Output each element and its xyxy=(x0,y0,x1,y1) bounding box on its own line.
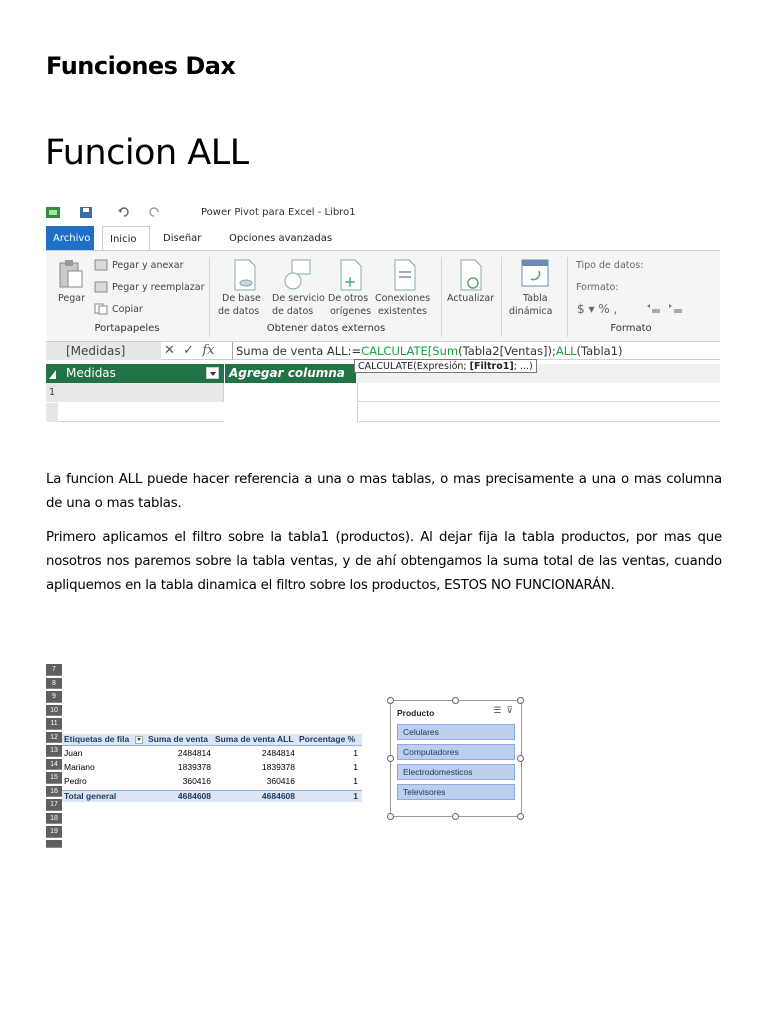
ribbon-tabs xyxy=(46,226,720,251)
slicer-item[interactable]: Celulares xyxy=(397,724,515,740)
copy-icon xyxy=(94,303,108,315)
tooltip-current-arg: [Filtro1] xyxy=(469,361,514,372)
slicer-item[interactable]: Electrodomesticos xyxy=(397,764,515,780)
undo-icon[interactable] xyxy=(118,207,130,218)
slicer-item[interactable]: Televisores xyxy=(397,784,515,800)
data-service-icon[interactable] xyxy=(282,259,312,291)
decrease-decimal-icon[interactable] xyxy=(668,303,684,315)
confirm-icon[interactable]: ✓ xyxy=(183,343,195,358)
pivot-cell[interactable]: Juan xyxy=(64,748,83,758)
existing-connections-icon[interactable] xyxy=(392,259,418,291)
formula-measure: Suma de venta ALL:= xyxy=(236,344,362,358)
row-number xyxy=(46,840,62,848)
grid-row xyxy=(46,383,720,402)
external-data-group-label: Obtener datos externos xyxy=(266,323,386,334)
clear-filter-icon[interactable]: ⊽ xyxy=(506,705,513,715)
row-number: 11 xyxy=(46,718,62,730)
resize-handle[interactable] xyxy=(517,697,524,704)
resize-handle[interactable] xyxy=(517,813,524,820)
multi-select-icon[interactable]: ☰ xyxy=(493,705,502,715)
row-number xyxy=(46,403,58,422)
other-sources-label-2[interactable]: orígenes xyxy=(330,306,372,317)
powerpivot-screenshot xyxy=(46,204,720,426)
from-database-label-2[interactable]: de datos xyxy=(218,306,260,317)
pivot-data-row xyxy=(62,748,362,760)
row-number: 19 xyxy=(46,826,62,838)
paste-replace-icon xyxy=(94,281,108,293)
pivot-data-row xyxy=(62,762,362,774)
row-number: 18 xyxy=(46,813,62,825)
resize-handle[interactable] xyxy=(517,755,524,762)
pivot-cell: 1839378 xyxy=(261,762,295,772)
pivot-cell: 4684608 xyxy=(177,791,211,801)
datatype-dropdown[interactable]: Tipo de datos: xyxy=(576,260,644,271)
row-number: 16 xyxy=(46,786,62,798)
save-icon[interactable] xyxy=(80,207,92,218)
from-service-label-2[interactable]: de datos xyxy=(272,306,314,317)
formula-bracket: [ xyxy=(427,344,433,358)
pivot-cell: 1 xyxy=(353,776,358,786)
pivot-cell: 2484814 xyxy=(177,748,211,758)
pivot-cell: 4684608 xyxy=(261,791,295,801)
product-slicer[interactable] xyxy=(390,700,522,817)
row-number: 17 xyxy=(46,799,62,811)
refresh-icon[interactable] xyxy=(458,259,484,291)
tooltip-prefix: CALCULATE(Expresión; xyxy=(358,361,470,372)
formula-sum: Sum xyxy=(432,344,459,358)
tab-disenar[interactable]: Diseñar xyxy=(163,233,202,244)
formula-bar-buttons xyxy=(164,342,215,360)
name-box[interactable]: [Medidas] xyxy=(46,342,161,360)
clipboard-group-label: Portapapeles xyxy=(94,323,160,334)
ribbon-separator xyxy=(209,257,210,337)
filter-dropdown-icon[interactable]: ▾ xyxy=(135,736,143,744)
resize-handle[interactable] xyxy=(387,755,394,762)
formula-args: (Tabla2[Ventas]); xyxy=(458,344,556,358)
function-icon[interactable]: fx xyxy=(202,343,215,358)
ribbon-separator xyxy=(567,257,568,337)
row-number: 7 xyxy=(46,664,62,676)
existing-connections-label-2[interactable]: existentes xyxy=(378,306,427,317)
tab-opciones-avanzadas[interactable]: Opciones avanzadas xyxy=(229,233,333,244)
paste-append-button[interactable]: Pegar y anexar xyxy=(112,260,184,271)
formula-calculate: CALCULATE xyxy=(361,344,428,358)
resize-handle[interactable] xyxy=(452,813,459,820)
grid-cell[interactable] xyxy=(224,383,358,402)
other-sources-label-1[interactable]: De otros xyxy=(328,293,369,304)
format-group-label: Formato xyxy=(610,323,652,334)
row-number: 15 xyxy=(46,772,62,784)
doc-title: Funcion ALL xyxy=(45,133,249,173)
window-titlebar xyxy=(46,204,720,226)
row-number: 1 xyxy=(46,383,58,402)
format-dropdown[interactable]: Formato: xyxy=(576,282,619,293)
pivot-header-row xyxy=(62,734,362,746)
existing-connections-label-1[interactable]: Conexiones xyxy=(375,293,431,304)
database-icon[interactable] xyxy=(232,259,258,291)
grid-row xyxy=(46,403,720,422)
doc-heading: Funciones Dax xyxy=(46,52,236,80)
pivot-header-cell[interactable]: Etiquetas de fila xyxy=(64,734,130,744)
paste-button[interactable]: Pegar xyxy=(58,293,85,304)
pivot-total-row xyxy=(62,790,362,802)
row-number: 12 xyxy=(46,732,62,744)
pivot-cell[interactable]: Pedro xyxy=(64,776,87,786)
tab-inicio[interactable]: Inicio xyxy=(102,226,150,251)
increase-decimal-icon[interactable] xyxy=(646,303,662,315)
paragraph-2: Primero aplicamos el filtro sobre la tabla1 (productos). Al dejar fija la tabla productos, por mas que nosotros nos paremos sobre la tabla ventas, y de ahí obtengamos la suma total de las ventas, cuando apliquemos en la tabla dinamica el filtro sobre los productos, ESTOS NO FUNCIONARÁN. xyxy=(46,530,722,593)
formula-bar xyxy=(46,342,720,360)
redo-icon[interactable] xyxy=(148,207,160,218)
filter-dropdown-icon[interactable] xyxy=(206,367,219,379)
tab-archivo[interactable]: Archivo xyxy=(46,226,94,251)
cancel-icon[interactable]: ✕ xyxy=(164,343,175,358)
currency-format-buttons[interactable]: $ ▾ % , xyxy=(577,302,618,316)
ribbon-separator xyxy=(441,257,442,337)
pivot-cell: 360416 xyxy=(182,776,211,786)
pivot-cell[interactable]: Mariano xyxy=(64,762,95,772)
paragraph-1: La funcion ALL puede hacer referencia a una o mas tablas, o mas precisamente a una o mas columna de una o mas tablas. xyxy=(46,472,722,511)
refresh-button[interactable]: Actualizar xyxy=(447,293,495,304)
pivot-table-label-2[interactable]: dinámica xyxy=(509,306,553,317)
ribbon xyxy=(46,250,720,342)
select-all-icon[interactable] xyxy=(46,364,58,383)
pivot-cell: 360416 xyxy=(266,776,295,786)
excel-icon xyxy=(46,207,60,218)
resize-handle[interactable] xyxy=(452,697,459,704)
pivot-cell: 1 xyxy=(353,748,358,758)
other-sources-icon[interactable] xyxy=(338,259,364,291)
row-number: 10 xyxy=(46,705,62,717)
ribbon-separator xyxy=(501,257,502,337)
formula-input[interactable] xyxy=(232,342,623,360)
pivot-cell: 1 xyxy=(353,762,358,772)
from-database-label-1[interactable]: De base xyxy=(222,293,261,304)
window-title: Power Pivot para Excel - Libro1 xyxy=(201,207,356,218)
pivot-cell: 1 xyxy=(353,791,358,801)
slicer-toolbar xyxy=(493,705,513,716)
row-number: 8 xyxy=(46,678,62,690)
from-service-label-1[interactable]: De servicio xyxy=(272,293,325,304)
copy-button[interactable]: Copiar xyxy=(112,304,143,315)
paste-append-icon xyxy=(94,259,108,271)
row-number: 13 xyxy=(46,745,62,757)
row-number: 9 xyxy=(46,691,62,703)
paste-icon[interactable] xyxy=(58,259,84,289)
pivot-cell: Total general xyxy=(64,791,117,801)
pivot-data-row xyxy=(62,776,362,788)
formula-all: ALL xyxy=(555,344,577,358)
function-tooltip xyxy=(354,359,537,373)
pivot-table-icon[interactable] xyxy=(521,259,549,287)
tooltip-suffix: ; ...) xyxy=(513,361,533,372)
resize-handle[interactable] xyxy=(387,813,394,820)
pivot-header-cell: Suma de venta ALL xyxy=(215,734,294,744)
measures-column-label: Medidas xyxy=(66,366,116,380)
add-column-header[interactable]: Agregar columna xyxy=(224,364,356,383)
pivot-header-cell: Porcentage % xyxy=(299,734,356,744)
grid-cell[interactable] xyxy=(58,383,224,402)
paste-replace-button[interactable]: Pegar y reemplazar xyxy=(112,282,205,293)
slicer-title: Producto xyxy=(397,708,435,718)
formula-tail: (Tabla1) xyxy=(576,344,623,358)
pivot-cell: 1839378 xyxy=(177,762,211,772)
pivot-header-cell: Suma de venta xyxy=(148,734,208,744)
pivot-table-label-1[interactable]: Tabla xyxy=(523,293,548,304)
pivot-cell: 2484814 xyxy=(261,748,295,758)
row-number: 14 xyxy=(46,759,62,771)
grid-cell[interactable] xyxy=(224,403,358,422)
resize-handle[interactable] xyxy=(387,697,394,704)
pivot-table-screenshot xyxy=(46,664,364,849)
slicer-item[interactable]: Computadores xyxy=(397,744,515,760)
